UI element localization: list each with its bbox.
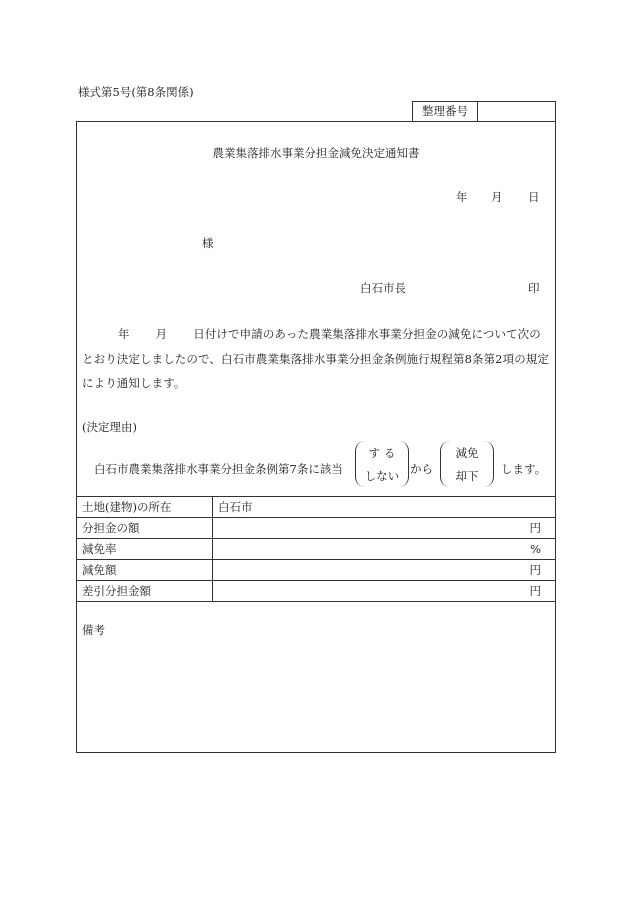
seal-mark: 印 bbox=[528, 281, 540, 295]
body-line2: とおり決定しましたので、白石市農業集落排水事業分担金条例施行規程第8条第2項の規定 bbox=[82, 351, 549, 366]
decision-choice-bracket[interactable] bbox=[440, 441, 494, 487]
date-year: 年 bbox=[456, 190, 468, 204]
reason-suffix: します。 bbox=[501, 462, 547, 476]
reference-number-value[interactable] bbox=[478, 102, 555, 121]
decision-reason-label: (決定理由) bbox=[82, 420, 137, 434]
row-value-charge[interactable]: 円 bbox=[213, 518, 556, 539]
notice-frame bbox=[76, 121, 556, 753]
table-row bbox=[77, 497, 556, 518]
reference-number-label: 整理番号 bbox=[413, 102, 478, 121]
row-label-charge: 分担金の額 bbox=[77, 518, 213, 539]
date-day: 日 bbox=[528, 190, 540, 204]
date-month: 月 bbox=[491, 190, 503, 204]
table-row bbox=[77, 539, 556, 560]
table-row bbox=[77, 581, 556, 602]
body-line1: 日付けで申請のあった農業集落排水事業分担金の減免について次の bbox=[193, 327, 541, 341]
body-month: 月 bbox=[155, 327, 168, 341]
choice-exempt[interactable]: 減免 bbox=[455, 446, 479, 460]
remarks-label: 備考 bbox=[82, 623, 105, 637]
notice-body bbox=[82, 322, 552, 396]
recipient-suffix: 様 bbox=[202, 236, 214, 250]
row-value-location[interactable]: 白石市 bbox=[213, 497, 556, 518]
row-value-reduction-rate[interactable]: % bbox=[213, 539, 556, 560]
amount-table bbox=[76, 496, 556, 602]
row-label-reduction-rate: 減免率 bbox=[77, 539, 213, 560]
table-row bbox=[77, 560, 556, 581]
row-label-net-charge: 差引分担金額 bbox=[77, 581, 213, 602]
row-value-net-charge[interactable]: 円 bbox=[213, 581, 556, 602]
table-row bbox=[77, 518, 556, 539]
choice-applies[interactable]: す る bbox=[368, 446, 396, 460]
row-label-location: 土地(建物)の所在 bbox=[77, 497, 213, 518]
issuer: 白石市長 bbox=[360, 281, 406, 295]
row-label-reduction-amount: 減免額 bbox=[77, 560, 213, 581]
document-title: 農業集落排水事業分担金減免決定通知書 bbox=[212, 146, 420, 160]
body-year: 年 bbox=[118, 327, 130, 341]
body-line3: により通知します。 bbox=[82, 376, 186, 390]
decision-reason-prefix: 白石市農業集落排水事業分担金条例第7条に該当 bbox=[94, 462, 343, 476]
choice-reject[interactable]: 却下 bbox=[455, 469, 479, 483]
form-number: 様式第5号(第8条関係) bbox=[78, 85, 194, 99]
row-value-reduction-amount[interactable]: 円 bbox=[213, 560, 556, 581]
applicable-choice-bracket[interactable] bbox=[355, 441, 409, 487]
reference-number-box bbox=[412, 101, 556, 121]
choice-not-applies[interactable]: しない bbox=[364, 469, 400, 483]
reason-kara: から bbox=[410, 462, 433, 476]
